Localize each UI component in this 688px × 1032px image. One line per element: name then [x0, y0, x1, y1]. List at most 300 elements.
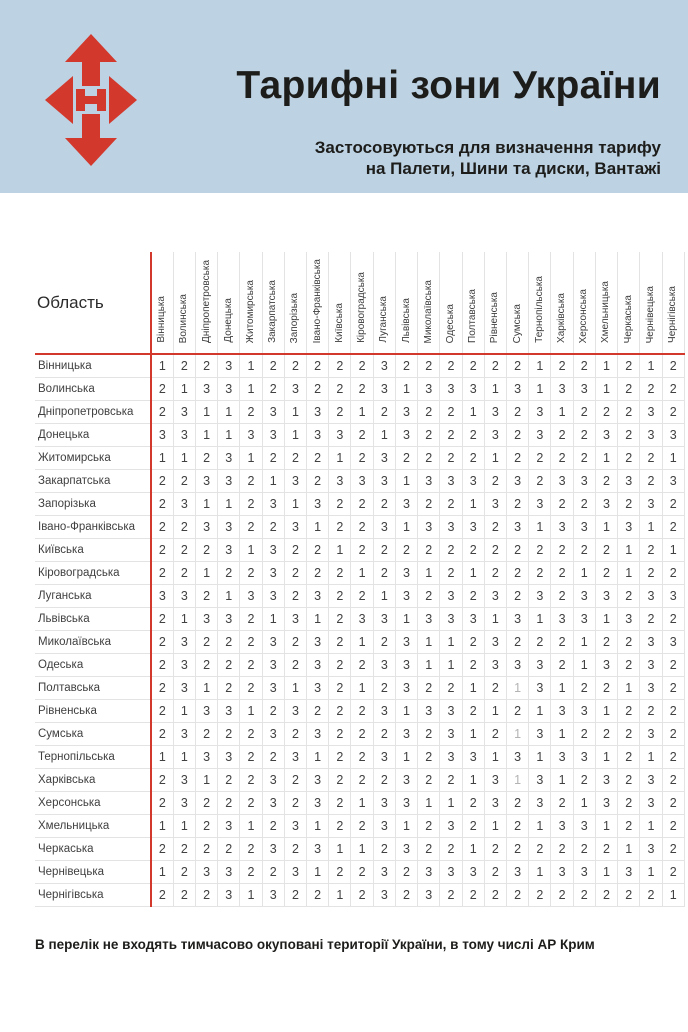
zone-cell: 2	[284, 792, 306, 815]
zone-cell: 3	[195, 608, 217, 631]
zone-cell: 2	[284, 769, 306, 792]
zone-cell: 2	[284, 884, 306, 907]
zone-cell: 3	[395, 723, 417, 746]
row-label: Вінницька	[35, 354, 151, 378]
zone-cell: 2	[240, 493, 262, 516]
zone-cell: 2	[573, 838, 595, 861]
zone-cell: 3	[573, 746, 595, 769]
zone-cell: 2	[240, 746, 262, 769]
zone-cell: 3	[262, 493, 284, 516]
zone-cell: 2	[329, 516, 351, 539]
zone-cell: 3	[218, 447, 240, 470]
zone-cell: 2	[173, 539, 195, 562]
zone-cell: 2	[418, 746, 440, 769]
zone-cell: 3	[595, 792, 617, 815]
zone-cell: 2	[618, 769, 640, 792]
zone-cell: 3	[395, 493, 417, 516]
zone-cell: 1	[351, 401, 373, 424]
zone-cell: 2	[662, 654, 684, 677]
zone-cell: 3	[551, 470, 573, 493]
zone-cell: 1	[240, 447, 262, 470]
zone-cell: 2	[395, 861, 417, 884]
zone-cell: 2	[329, 631, 351, 654]
zone-cell: 1	[551, 769, 573, 792]
row-label: Тернопільська	[35, 746, 151, 769]
zone-cell: 2	[618, 884, 640, 907]
zone-cell: 3	[529, 792, 551, 815]
zone-cell: 2	[351, 723, 373, 746]
zone-cell: 2	[551, 838, 573, 861]
zone-cell: 2	[373, 539, 395, 562]
zone-cell: 3	[551, 861, 573, 884]
zone-cell: 2	[662, 792, 684, 815]
zone-cell: 1	[418, 792, 440, 815]
zone-cell: 2	[151, 401, 173, 424]
zone-cell: 1	[240, 354, 262, 378]
zone-cell: 3	[240, 424, 262, 447]
subtitle-line-2: на Палети, Шини та диски, Вантажі	[365, 159, 661, 178]
zone-cell: 2	[351, 815, 373, 838]
zone-cell: 2	[329, 677, 351, 700]
zone-cell: 2	[195, 884, 217, 907]
row-label: Харківська	[35, 769, 151, 792]
zone-cell: 1	[484, 815, 506, 838]
zone-cell: 2	[195, 815, 217, 838]
zone-cell: 1	[240, 884, 262, 907]
zone-cell: 2	[551, 654, 573, 677]
zone-cell: 3	[262, 631, 284, 654]
zone-cell: 2	[240, 401, 262, 424]
zone-cell: 3	[418, 516, 440, 539]
zone-cell: 3	[440, 585, 462, 608]
left-arrow-icon	[45, 76, 73, 124]
zone-cell: 2	[151, 838, 173, 861]
zone-cell: 3	[529, 493, 551, 516]
zone-cell: 3	[573, 608, 595, 631]
zone-cell: 1	[240, 378, 262, 401]
column-header-label: Кіровоградська	[356, 272, 368, 343]
zone-cell: 2	[351, 769, 373, 792]
zone-cell: 3	[440, 470, 462, 493]
zone-cell: 1	[173, 378, 195, 401]
zone-cell: 1	[595, 746, 617, 769]
column-header	[329, 252, 351, 354]
table-row	[35, 493, 685, 516]
table-row	[35, 354, 685, 378]
zone-cell: 3	[529, 424, 551, 447]
column-header-label: Луганська	[378, 296, 390, 343]
column-header-label: Полтавська	[467, 289, 479, 343]
table-header-row	[35, 252, 685, 354]
table-body	[35, 354, 685, 907]
zone-cell: 2	[573, 539, 595, 562]
zone-cell: 3	[395, 792, 417, 815]
column-header	[551, 252, 573, 354]
zone-cell: 3	[240, 585, 262, 608]
zone-cell: 2	[329, 585, 351, 608]
zone-cell: 2	[351, 746, 373, 769]
zone-cell: 2	[329, 700, 351, 723]
zone-cell: 1	[307, 815, 329, 838]
table-row	[35, 401, 685, 424]
zone-cell: 2	[551, 884, 573, 907]
table-row	[35, 424, 685, 447]
zone-cell: 2	[151, 792, 173, 815]
zone-cell: 1	[195, 562, 217, 585]
zone-cell: 1	[529, 354, 551, 378]
zone-cell: 2	[218, 769, 240, 792]
zone-cell: 1	[240, 539, 262, 562]
zone-cell: 3	[262, 769, 284, 792]
row-label: Хмельницька	[35, 815, 151, 838]
zone-cell: 3	[507, 378, 529, 401]
zone-cell: 1	[462, 493, 484, 516]
header-band	[0, 0, 688, 193]
zone-cell: 1	[573, 654, 595, 677]
row-label: Луганська	[35, 585, 151, 608]
zone-cell: 1	[173, 700, 195, 723]
zone-cell: 2	[662, 677, 684, 700]
zone-cell: 1	[218, 585, 240, 608]
table-row	[35, 677, 685, 700]
zone-cell: 3	[195, 700, 217, 723]
zone-cell: 1	[195, 401, 217, 424]
zone-cell: 1	[173, 447, 195, 470]
zone-cell: 1	[640, 861, 662, 884]
zone-cell: 1	[373, 585, 395, 608]
zone-cell: 1	[329, 539, 351, 562]
zone-cell: 3	[595, 654, 617, 677]
zone-cell: 2	[618, 378, 640, 401]
row-label: Київська	[35, 539, 151, 562]
zone-cell: 2	[662, 723, 684, 746]
zone-cell: 3	[418, 470, 440, 493]
zone-cell: 2	[240, 516, 262, 539]
zone-cell: 1	[551, 401, 573, 424]
zone-cell: 2	[218, 723, 240, 746]
zone-cell: 3	[195, 861, 217, 884]
zone-cell: 2	[284, 562, 306, 585]
zone-cell: 3	[173, 723, 195, 746]
zone-cell: 3	[573, 585, 595, 608]
zone-cell: 1	[173, 608, 195, 631]
zone-cell: 2	[151, 654, 173, 677]
zone-cell: 3	[307, 401, 329, 424]
zone-cell: 3	[573, 861, 595, 884]
zone-cell: 2	[329, 723, 351, 746]
zone-cell: 2	[595, 539, 617, 562]
column-header-label: Рівненська	[489, 291, 501, 343]
zone-cell: 2	[195, 723, 217, 746]
zone-cell: 3	[351, 608, 373, 631]
zone-cell: 2	[284, 354, 306, 378]
column-header-label: Волинська	[178, 293, 190, 343]
zone-cell: 2	[173, 354, 195, 378]
right-arrow-icon	[109, 76, 137, 124]
zone-cell: 2	[173, 884, 195, 907]
zone-cell: 2	[307, 884, 329, 907]
zone-cell: 1	[595, 447, 617, 470]
zone-cell: 2	[195, 354, 217, 378]
zone-cell: 2	[551, 424, 573, 447]
row-label: Рівненська	[35, 700, 151, 723]
zone-cell: 3	[218, 700, 240, 723]
column-header-label: Одеська	[444, 303, 456, 343]
zone-cell: 3	[218, 354, 240, 378]
zone-cell: 3	[195, 516, 217, 539]
zone-cell: 2	[307, 470, 329, 493]
zone-cell: 3	[440, 516, 462, 539]
zone-cell: 1	[462, 562, 484, 585]
zone-cell: 3	[173, 792, 195, 815]
zone-cell: 3	[484, 792, 506, 815]
zone-cell: 2	[395, 447, 417, 470]
zone-cell: 2	[329, 608, 351, 631]
column-header-label: Херсонська	[578, 288, 590, 343]
table-row	[35, 516, 685, 539]
zone-cell: 1	[284, 493, 306, 516]
zone-cell: 2	[551, 447, 573, 470]
column-header	[618, 252, 640, 354]
zone-cell: 2	[240, 631, 262, 654]
zone-cell: 2	[418, 769, 440, 792]
zone-cell: 1	[373, 424, 395, 447]
zone-cell: 2	[507, 838, 529, 861]
zone-cell: 3	[551, 746, 573, 769]
zone-cell: 2	[307, 539, 329, 562]
table-row	[35, 470, 685, 493]
column-header	[218, 252, 240, 354]
zone-cell: 2	[418, 493, 440, 516]
zone-cell: 3	[373, 378, 395, 401]
zone-cell: 3	[551, 608, 573, 631]
zone-cell: 2	[484, 354, 506, 378]
zone-cell: 3	[595, 585, 617, 608]
column-header	[284, 252, 306, 354]
zone-cell: 3	[462, 861, 484, 884]
zone-cell: 2	[618, 447, 640, 470]
zone-cell: 2	[240, 470, 262, 493]
zone-cell: 3	[307, 723, 329, 746]
zone-cell: 2	[551, 539, 573, 562]
zone-cell: 2	[284, 631, 306, 654]
table-row	[35, 746, 685, 769]
zone-cell: 3	[395, 562, 417, 585]
zone-cell: 2	[462, 631, 484, 654]
zone-cell: 2	[240, 654, 262, 677]
zone-cell: 2	[551, 493, 573, 516]
zone-cell: 2	[218, 677, 240, 700]
zone-cell: 2	[373, 838, 395, 861]
column-header	[173, 252, 195, 354]
zone-cell: 1	[395, 815, 417, 838]
zone-cell: 3	[440, 723, 462, 746]
zone-cell: 2	[529, 447, 551, 470]
zone-cell: 2	[307, 562, 329, 585]
zone-cell: 1	[418, 654, 440, 677]
zone-cell: 3	[551, 700, 573, 723]
row-label: Сумська	[35, 723, 151, 746]
zone-cell: 2	[418, 585, 440, 608]
column-header-label: Черкаська	[622, 294, 634, 343]
zone-cell: 1	[484, 746, 506, 769]
zone-cell: 2	[640, 447, 662, 470]
zone-cell: 1	[307, 608, 329, 631]
zone-cell: 1	[484, 608, 506, 631]
zone-cell: 3	[262, 424, 284, 447]
zone-cell: 2	[373, 677, 395, 700]
zone-cell: 3	[462, 470, 484, 493]
zone-cell: 3	[173, 677, 195, 700]
zone-cell: 3	[373, 516, 395, 539]
zone-cell: 1	[640, 516, 662, 539]
zone-cell: 2	[195, 631, 217, 654]
zone-cell: 3	[284, 516, 306, 539]
zone-cell: 1	[329, 884, 351, 907]
zone-cell: 1	[595, 815, 617, 838]
zone-cell: 2	[351, 884, 373, 907]
zone-cell: 2	[418, 447, 440, 470]
zone-cell: 1	[484, 378, 506, 401]
zone-cell: 3	[395, 838, 417, 861]
zone-cell: 1	[218, 424, 240, 447]
zone-cell: 2	[151, 562, 173, 585]
zone-cell: 2	[462, 539, 484, 562]
zone-cell: 3	[218, 608, 240, 631]
zone-cell: 1	[351, 792, 373, 815]
zone-cell: 2	[151, 677, 173, 700]
zone-cell: 2	[507, 493, 529, 516]
zone-cell: 1	[440, 792, 462, 815]
zone-cell: 2	[662, 401, 684, 424]
zone-cell: 3	[284, 746, 306, 769]
column-header	[573, 252, 595, 354]
zone-cell: 3	[662, 470, 684, 493]
zone-cell: 2	[595, 631, 617, 654]
zone-cell: 1	[640, 746, 662, 769]
zone-cell: 2	[307, 447, 329, 470]
zone-cell: 2	[151, 884, 173, 907]
zone-cell: 3	[462, 378, 484, 401]
zone-cell: 2	[640, 378, 662, 401]
zone-cell: 2	[440, 447, 462, 470]
zone-cell: 2	[373, 562, 395, 585]
zone-cell: 3	[262, 723, 284, 746]
zone-cell: 1	[307, 516, 329, 539]
zone-cell: 1	[151, 746, 173, 769]
zone-cell: 2	[240, 769, 262, 792]
zone-cell: 2	[373, 631, 395, 654]
zone-cell: 3	[640, 401, 662, 424]
zone-cell: 2	[195, 792, 217, 815]
zone-cell: 2	[351, 378, 373, 401]
column-header	[373, 252, 395, 354]
zone-cell: 2	[329, 815, 351, 838]
column-header	[595, 252, 617, 354]
zone-cell: 1	[462, 769, 484, 792]
zone-cell: 3	[307, 424, 329, 447]
zone-cell: 2	[529, 884, 551, 907]
zone-cell: 3	[284, 861, 306, 884]
zone-cell: 3	[507, 516, 529, 539]
zone-cell: 1	[595, 516, 617, 539]
zone-cell: 1	[173, 746, 195, 769]
zone-cell: 2	[507, 354, 529, 378]
zone-cell: 1	[351, 631, 373, 654]
zone-cell: 2	[262, 815, 284, 838]
row-label: Закарпатська	[35, 470, 151, 493]
zone-cell: 2	[284, 585, 306, 608]
zone-cell: 3	[218, 746, 240, 769]
zone-cell: 2	[351, 861, 373, 884]
zone-cell: 3	[507, 746, 529, 769]
zone-cell: 2	[151, 631, 173, 654]
zone-cell: 1	[395, 378, 417, 401]
zone-cell: 3	[529, 677, 551, 700]
zone-cell: 2	[329, 769, 351, 792]
footer-note: В перелік не входять тимчасово окуповані території України, в тому числі АР Крим	[35, 937, 595, 952]
zone-cell: 2	[440, 838, 462, 861]
zone-cell: 3	[218, 815, 240, 838]
zone-cell: 3	[573, 700, 595, 723]
zone-cell: 2	[262, 354, 284, 378]
zone-cell: 2	[640, 470, 662, 493]
zone-cell: 2	[507, 792, 529, 815]
zone-cell: 2	[618, 493, 640, 516]
table-row	[35, 792, 685, 815]
zone-cell: 2	[418, 815, 440, 838]
zone-cell: 2	[484, 470, 506, 493]
zone-cell: 2	[462, 815, 484, 838]
zone-cell: 2	[240, 723, 262, 746]
zone-cell: 2	[329, 861, 351, 884]
zone-cell: 3	[618, 470, 640, 493]
zone-cell: 2	[440, 493, 462, 516]
zone-cell: 1	[595, 354, 617, 378]
zone-cell: 2	[640, 539, 662, 562]
column-header	[195, 252, 217, 354]
zone-cell: 3	[307, 838, 329, 861]
zone-cell: 1	[351, 838, 373, 861]
zone-cell: 2	[618, 815, 640, 838]
table-row	[35, 815, 685, 838]
zone-cell: 3	[484, 424, 506, 447]
zone-cell: 2	[262, 700, 284, 723]
row-label: Чернігівська	[35, 884, 151, 907]
zone-cell: 3	[262, 654, 284, 677]
zone-cell: 3	[551, 815, 573, 838]
zone-cell: 2	[307, 378, 329, 401]
table-row	[35, 838, 685, 861]
zone-cell: 3	[373, 792, 395, 815]
zone-cell: 2	[507, 401, 529, 424]
zone-cell: 3	[262, 585, 284, 608]
zone-cell: 3	[573, 516, 595, 539]
zone-cell: 2	[662, 746, 684, 769]
zone-cell: 2	[618, 792, 640, 815]
zone-cell: 3	[395, 424, 417, 447]
zone-cell: 2	[373, 401, 395, 424]
zone-cell: 3	[373, 354, 395, 378]
zone-cell: 2	[484, 723, 506, 746]
row-label: Чернівецька	[35, 861, 151, 884]
zone-cell: 2	[329, 654, 351, 677]
zone-cell: 1	[462, 723, 484, 746]
zone-cell: 2	[418, 354, 440, 378]
zone-cell: 3	[507, 654, 529, 677]
column-header-label: Дніпропетровська	[200, 260, 212, 343]
zone-cell: 3	[218, 539, 240, 562]
